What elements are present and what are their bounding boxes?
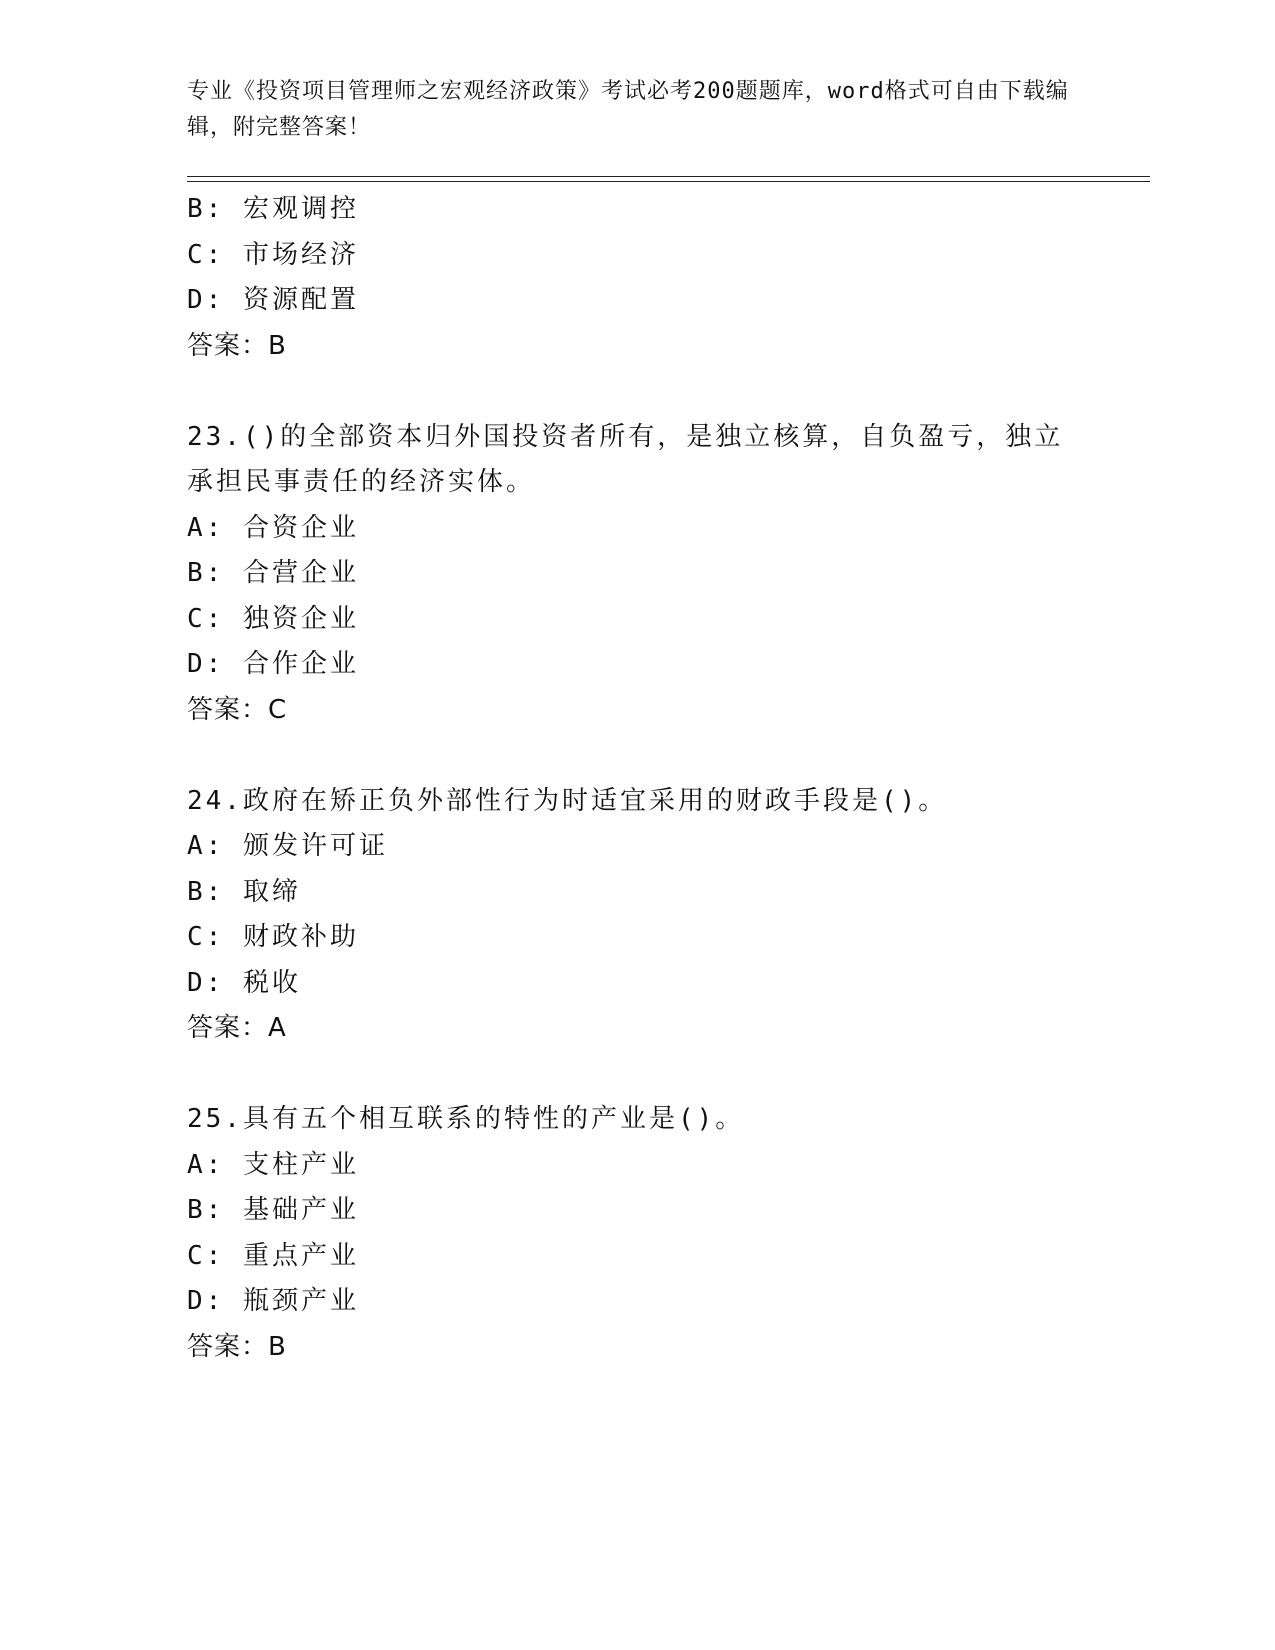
option-d: D: 税收	[187, 967, 301, 998]
option-b: B: 基础产业	[187, 1195, 359, 1225]
option-a: A: 颁发许可证	[187, 831, 388, 861]
header-rule-top	[187, 176, 1150, 177]
answer-line: 答案：B	[187, 1331, 287, 1362]
question-content	[187, 187, 1087, 1370]
question-25	[187, 1097, 1087, 1370]
option-c: C: 重点产业	[187, 1240, 359, 1271]
option-d: D: 瓶颈产业	[187, 1286, 359, 1316]
option-b: B: 合营企业	[187, 558, 359, 588]
option-a: A: 合资企业	[187, 512, 359, 543]
option-d: D: 资源配置	[187, 285, 359, 315]
answer-line: 答案：A	[187, 1013, 287, 1043]
question-23	[187, 415, 1087, 734]
option-d: D: 合作企业	[187, 649, 359, 679]
question-text: 25.具有五个相互联系的特性的产业是()。	[187, 1104, 745, 1134]
option-c: C: 独资企业	[187, 603, 359, 634]
option-a: A: 支柱产业	[187, 1149, 359, 1180]
option-b: B: 取缔	[187, 876, 301, 907]
spacer	[187, 369, 1087, 415]
spacer	[187, 1052, 1087, 1098]
question-24	[187, 779, 1087, 1052]
answer-line: 答案：C	[187, 694, 288, 725]
document-header: 专业《投资项目管理师之宏观经济政策》考试必考200题题库，word格式可自由下载编辑，附完整答案！	[187, 79, 1069, 140]
prev-question-block	[187, 187, 1087, 369]
question-text: 24.政府在矫正负外部性行为时适宜采用的财政手段是()。	[187, 785, 948, 816]
answer-line: 答案：B	[187, 330, 287, 361]
question-text: 23.()的全部资本归外国投资者所有，是独立核算，自负盈亏，独立承担民事责任的经济实体。	[187, 421, 1064, 497]
option-c: C: 财政补助	[187, 922, 359, 952]
spacer	[187, 733, 1087, 779]
option-b: B: 宏观调控	[187, 194, 359, 224]
option-c: C: 市场经济	[187, 239, 359, 270]
header-rule-bottom	[187, 181, 1150, 182]
